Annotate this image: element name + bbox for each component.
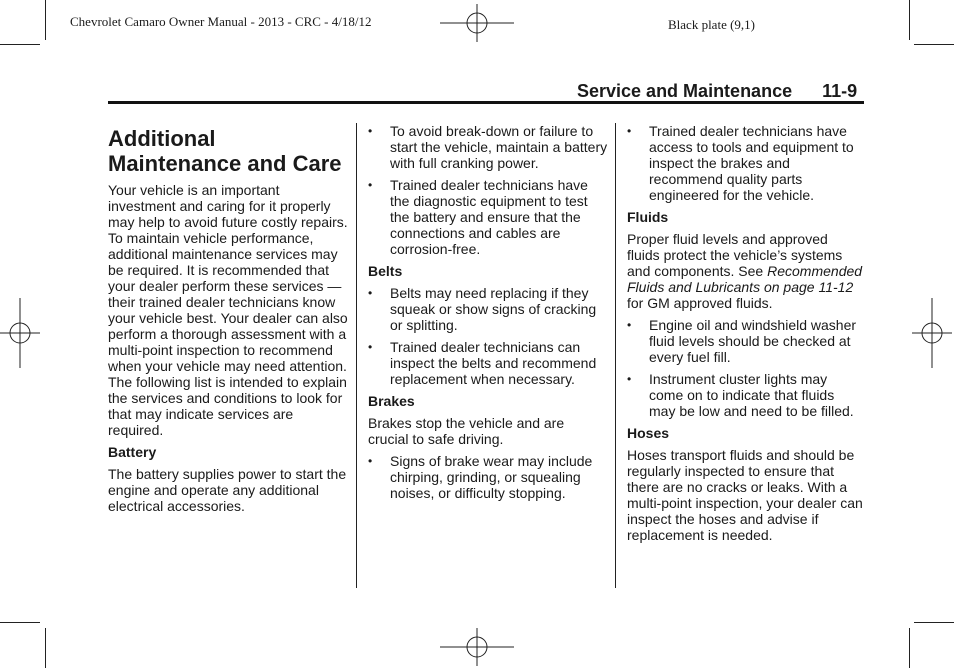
fluids-list bbox=[627, 317, 863, 419]
crop-mark bbox=[914, 44, 954, 45]
brakes-heading: Brakes bbox=[368, 393, 415, 409]
crop-mark bbox=[45, 0, 46, 40]
list-item: • Engine oil and windshield washer fluid levels should be checked at every fuel fill. bbox=[627, 317, 863, 365]
belts-heading: Belts bbox=[368, 263, 403, 279]
battery-heading: Battery bbox=[108, 444, 157, 460]
intro-paragraph: Your vehicle is an important investment and caring for it properly may help to avoid future costly repairs. To maintain vehicle performance, additional maintenance services may be required. It is recommended that your dealer perform these services — their trained dealer technicians know your vehicle best. Your dealer can also perform a thorough assessment with a multi-point inspection to recommend when your vehicle may need attention. The following list is intended to explain the services and conditions to look for that may indicate services are required. bbox=[108, 182, 348, 438]
column-3 bbox=[627, 123, 863, 549]
crop-mark bbox=[0, 44, 40, 45]
page-title: Additional Maintenance and Care bbox=[108, 126, 342, 176]
column-1 bbox=[108, 118, 348, 520]
crop-mark bbox=[914, 622, 954, 623]
list-item: • Signs of brake wear may include chirping, grinding, or squealing noises, or difficulty stopping. bbox=[368, 453, 608, 501]
crop-mark bbox=[45, 628, 46, 668]
registration-mark-icon bbox=[912, 298, 952, 368]
list-item: • Trained dealer technicians have the diagnostic equipment to test the battery and ensure that the connections and cables are corrosion-free. bbox=[368, 177, 608, 257]
cross-reference-link[interactable]: Recommended Fluids and Lubricants on page 11-12 bbox=[627, 263, 863, 295]
brakes-list-continued bbox=[627, 123, 863, 203]
fluids-paragraph: Proper fluid levels and approved fluids protect the vehicle’s systems and components. See Recommended Fluids and Lubricants on page 11-12 for GM approved fluids. bbox=[627, 231, 863, 311]
crop-mark bbox=[0, 622, 40, 623]
fluids-heading: Fluids bbox=[627, 209, 669, 225]
running-header bbox=[577, 81, 857, 102]
registration-mark-icon bbox=[0, 298, 40, 368]
battery-paragraph: The battery supplies power to start the engine and operate any additional electrical accessories. bbox=[108, 466, 347, 514]
column-divider bbox=[356, 123, 357, 588]
list-item: • Trained dealer technicians have access to tools and equipment to inspect the brakes and recommend quality parts engineered for the vehicle. bbox=[627, 123, 863, 203]
hoses-paragraph: Hoses transport fluids and should be regularly inspected to ensure that there are no cracks or leaks. With a multi-point inspection, your dealer can inspect the hoses and advise if replacement is needed. bbox=[627, 447, 863, 543]
brakes-list bbox=[368, 453, 608, 501]
header-rule bbox=[108, 101, 864, 104]
crop-mark bbox=[909, 628, 910, 668]
column-divider bbox=[615, 123, 616, 588]
section-title: Service and Maintenance bbox=[577, 81, 793, 101]
brakes-paragraph: Brakes stop the vehicle and are crucial to safe driving. bbox=[368, 415, 565, 447]
registration-mark-icon bbox=[440, 4, 514, 42]
list-item: • To avoid break-down or failure to start the vehicle, maintain a battery with full cranking power. bbox=[368, 123, 608, 171]
print-meta-left: Chevrolet Camaro Owner Manual - 2013 - CRC - 4/18/12 bbox=[70, 14, 372, 29]
print-meta-right: Black plate (9,1) bbox=[668, 17, 755, 32]
belts-list bbox=[368, 285, 608, 387]
list-item: • Belts may need replacing if they squeak or show signs of cracking or splitting. bbox=[368, 285, 608, 333]
crop-mark bbox=[909, 0, 910, 40]
hoses-heading: Hoses bbox=[627, 425, 670, 441]
registration-mark-icon bbox=[440, 628, 514, 666]
list-item: • Instrument cluster lights may come on to indicate that fluids may be low and need to be filled. bbox=[627, 371, 863, 419]
page-number: 11-9 bbox=[822, 81, 858, 101]
column-2 bbox=[368, 123, 608, 507]
battery-list bbox=[368, 123, 608, 257]
list-item: • Trained dealer technicians can inspect the belts and recommend replacement when necessary. bbox=[368, 339, 608, 387]
